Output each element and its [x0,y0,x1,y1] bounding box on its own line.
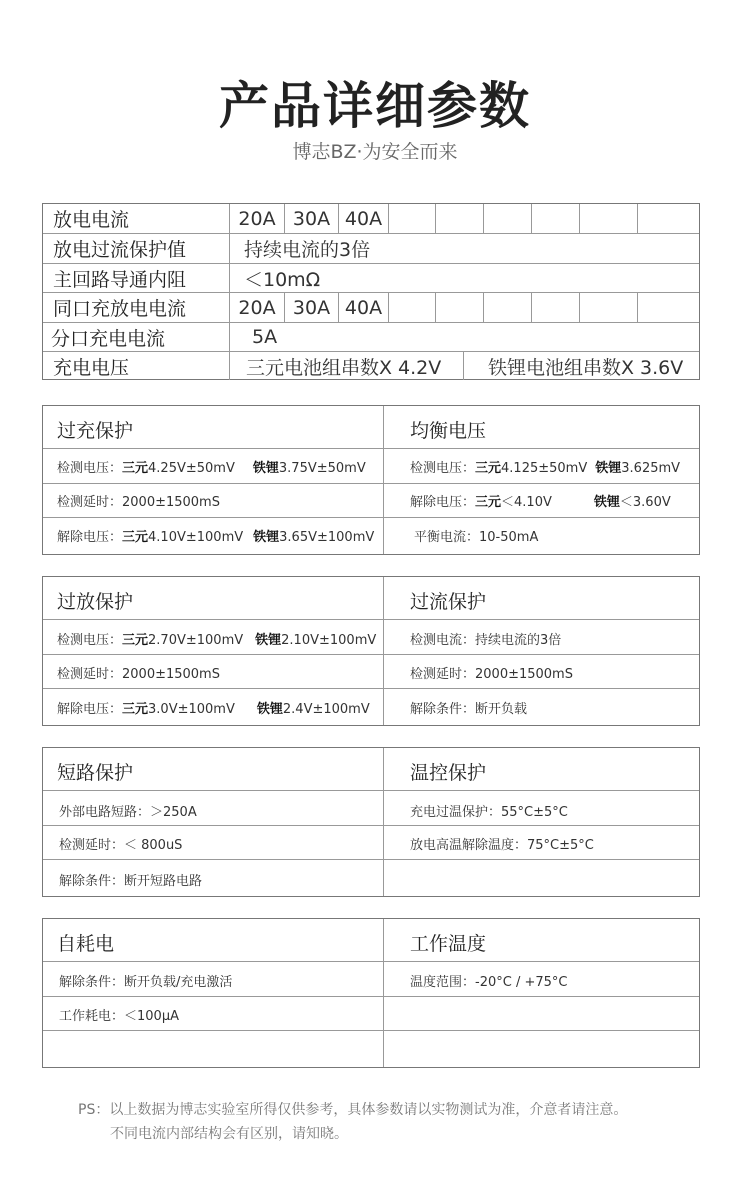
divider [43,654,699,655]
empty-cell [483,293,531,322]
spec-line: 检测电流：持续电流的3倍 [410,633,562,648]
spec-value: 5A [229,323,699,351]
table-row [43,264,699,293]
table-row [43,293,699,323]
protection-box-overcharge-balance [42,405,700,555]
spec-value: 20A [229,293,284,322]
spec-label: 充电电压 [53,356,130,379]
spec-line: 解除条件：断开负载 [410,702,528,717]
spec-line: 充电过温保护：55°C±5°C [410,805,568,820]
spec-line: 温度范围：-20°C / +75°C [410,975,568,990]
spec-label: 放电电流 [53,209,130,231]
protection-box-overdischarge-overcurrent [42,576,700,726]
footnote-line: PS：以上数据为博志实验室所得仅供参考，具体参数请以实物测试为准，介意者请注意。 [78,1102,628,1118]
divider [43,688,699,689]
spec-label: 主回路导通内阻 [53,268,187,291]
spec-line: 平衡电流：10-50mA [414,530,539,545]
spec-line: 解除电压：三元3.0V±100mV 铁锂2.4V±100mV [57,702,370,717]
divider [383,748,384,896]
section-title-overcurrent: 过流保护 [410,591,487,613]
table-row [43,352,699,380]
spec-line: 放电高温解除温度：75°C±5°C [410,838,594,853]
empty-cell [435,204,483,233]
spec-label: 同口充放电电流 [53,298,187,320]
section-title-self-consumption: 自耗电 [57,933,115,955]
empty-cell [388,293,435,322]
spec-line: 检测电压：三元4.125±50mV 铁锂3.625mV [410,461,681,476]
spec-line: 工作耗电：＜100μA [59,1009,179,1024]
spec-line: 解除电压：三元4.10V±100mV 铁锂3.65V±100mV [57,530,375,545]
empty-cell [435,293,483,322]
divider [43,1030,699,1031]
spec-label: 放电过流保护值 [53,239,187,261]
divider [43,517,699,518]
divider [43,483,699,484]
protection-box-short-temperature [42,747,700,897]
spec-value: 40A [338,293,388,322]
section-title-working-temperature: 工作温度 [410,933,487,955]
spec-value: 20A [229,204,284,233]
spec-value: 三元电池组串数X 4.2V [229,352,463,380]
empty-cell [483,204,531,233]
protection-box-consumption-temperature [42,918,700,1068]
divider [43,961,699,962]
spec-value: 40A [338,204,388,233]
spec-line: 检测延时：2000±1500mS [410,667,573,682]
divider [383,577,384,725]
spec-line: 解除条件：断开短路电路 [59,874,203,889]
spec-label: 分口充电电流 [51,327,166,350]
section-title-overcharge: 过充保护 [57,420,134,442]
divider [383,406,384,554]
spec-line: 解除电压：三元＜4.10V 铁锂＜3.60V [410,495,671,510]
section-title-overdischarge: 过放保护 [57,591,134,613]
spec-value: 30A [284,204,338,233]
spec-line: 检测延时：2000±1500mS [57,495,220,510]
table-row [43,234,699,264]
empty-cell [637,293,699,322]
empty-cell [579,293,637,322]
divider [43,825,699,826]
empty-cell [531,204,579,233]
empty-cell [531,293,579,322]
page-title: 产品详细参数 [219,77,531,135]
spec-line: 检测电压：三元4.25V±50mV 铁锂3.75V±50mV [57,461,366,476]
table-row [43,323,699,352]
empty-cell [579,204,637,233]
divider [43,448,699,449]
section-title-temperature-control: 温控保护 [410,762,487,784]
footnote [78,1098,627,1146]
empty-cell [637,204,699,233]
section-title-balance: 均衡电压 [410,420,487,442]
empty-cell [388,204,435,233]
spec-line: 检测延时：＜ 800uS [59,838,183,853]
section-title-short-circuit: 短路保护 [57,762,134,784]
footnote-line: 不同电流内部结构会有区别，请知晓。 [110,1126,348,1142]
spec-line: 检测电压：三元2.70V±100mV 铁锂2.10V±100mV [57,633,377,648]
spec-table [42,203,700,380]
spec-value: ＜10mΩ [229,264,699,292]
spec-line: 解除条件：断开负载/充电激活 [59,975,233,990]
divider [43,790,699,791]
divider [383,919,384,1067]
spec-line: 检测延时：2000±1500mS [57,667,220,682]
divider [43,619,699,620]
table-row [43,204,699,234]
spec-value: 30A [284,293,338,322]
spec-line: 外部电路短路：＞250A [59,805,197,820]
divider [43,996,699,997]
divider [43,859,699,860]
spec-value: 持续电流的3倍 [229,234,699,263]
spec-value: 铁锂电池组串数X 3.6V [463,352,699,380]
page-subtitle: 博志BZ·为安全而来 [292,141,458,163]
